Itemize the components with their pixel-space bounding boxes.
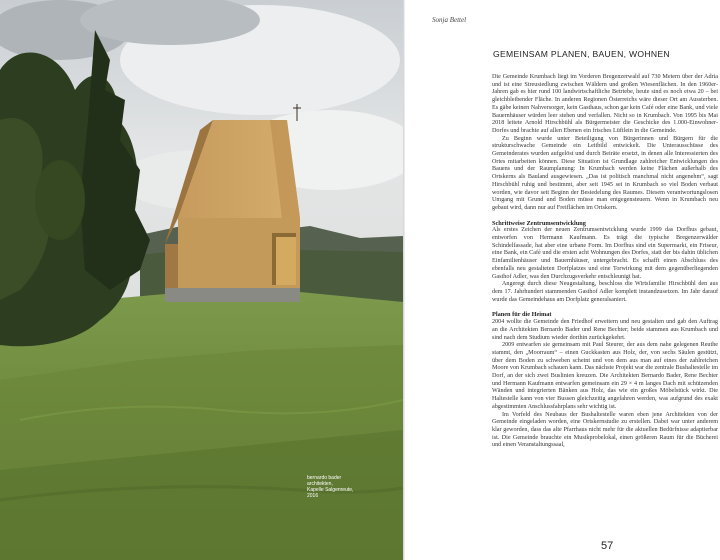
caption-line-4: 2016 bbox=[307, 493, 319, 499]
page-number: 57 bbox=[601, 540, 614, 552]
paragraph: Angeregt durch diese Neugestaltung, beschloss die Wirtsfamilie Hirschbühl den aus dem 17. Jahrhundert stammenden Gasthof Adler komplett instandzusetzen. Im Jahr darauf wurde das Gemeindehaus am Dorfplatz generalsaniert. bbox=[492, 281, 718, 303]
text-page bbox=[405, 0, 720, 560]
paragraph: Als erstes Zeichen der neuen Zentrumsentwicklung wurde 1999 das Dorfhus gebaut, entworfen von Hermann Kaufmann. Es trägt die typische Bregenzerwälder Schindelfassade, hat aber eine urbane Form. Im Dorfhus sind ein Supermarkt, ein Friseur, eine Bank, ein Café und die ersten acht Wohnungen des Dorfes, statt der bis dahin üblichen Einfamilienhäuser und Bauernhäuser, untergebracht. Es schafft einen Abschluss des ebenfalls neu gestalteten Dorfplatzes und eine Torwirkung mit dem gegenüberliegenden Gasthof Adler, was den Durchzugsverkehr entschleunigt hat. bbox=[492, 227, 718, 280]
subheading-zentrum: Schrittweise Zentrumsentwicklung bbox=[492, 219, 586, 227]
paragraph: Im Vorfeld des Neubaus der Bushaltestelle waren eben jene Architekten von der Gemeinde eingeladen worden, eine Ortskernstudie zu erstellen. Dabei war unter anderem klar geworden, dass das alte Pfarrhaus nicht mehr für die aktuellen Bedürfnisse adaptierbar ist. Die Gemeinde brauchte ein Musikprobelokal, einen größeren Raum für die Bücherei und einen Veranstaltungssaal, bbox=[492, 411, 718, 449]
paragraph: 2004 wollte die Gemeinde den Friedhof erweitern und neu gestalten und gab den Auftrag an die Architekten Bernardo Bader und Rene Bechter; beide stammen aus Krumbach und sind nach dem Studium wieder dorthin zurückgekehrt. bbox=[492, 319, 718, 341]
paragraph: Die Gemeinde Krumbach liegt im Vorderen Bregenzerwald auf 730 Metern über der Adria und ist eine Streusiedlung zwischen Wäldern und großen Wiesenflächen. In den 1960er-Jahren gab es hier rund 100 landwirtschaftliche Betriebe, heute sind es noch etwa 20 – bei gleichbleibender Fläche. In anderen Regionen Österreichs wäre dieser Ort am Aussterben. Es gäbe keinen Nahversorger, kein Gasthaus, schon gar kein Café oder eine Bank, und viele Bauernhäuser würden leer stehen und verfallen. Nicht so in Krumbach. Von 1995 bis Mai 2018 leitete Arnold Hirschbühl als Bürgermeister die Geschicke des 1.000-Einwohner-Dorfes und brachte auf allen Ebenen ein frisches Lüftlein in die Gemeinde. bbox=[492, 74, 718, 134]
running-head: Sonja Bettel bbox=[432, 16, 467, 24]
article-body bbox=[492, 74, 718, 450]
caption-line-3: Kapelle Salgenreute, bbox=[307, 487, 354, 493]
paragraph: Zu Beginn wurde unter Beteiligung von Bürgerinnen und Bürgern für die strukturschwache Gemeinde ein Leitbild entwickelt. Die Unterausschüsse des Gemeinderates wurden aufgelöst und durch Beiräte ersetzt, in denen alle Interessierten des Ortes mitarbeiten können. Diese Situation ist Grundlage zahlreicher Entwicklungen des Bauens und der Raumplanung: In Krumbach werden keine Flächen außerhalb des Ortskerns als Bauland ausgewiesen. „Das ist politisch manchmal nicht angenehm“, sagt Hirschbühl ruhig und bestimmt, aber seit 1945 sei in Krumbach so viel Boden verbaut worden, wie davor seit Beginn der Besiedelung des Raumes. Diesem verantwortungslosen Umgang mit Grund und Boden müsse man entgegensteuern. Wenn in Krumbach neu gebaut wird, dann nur auf Freiflächen im Ortskern. bbox=[492, 135, 718, 211]
subheading-heimat: Planen für die Heimat bbox=[492, 311, 552, 319]
caption-line-2: architekten, bbox=[307, 481, 333, 487]
caption-line-1: bernardo bader bbox=[307, 475, 342, 481]
paragraph: 2009 entwarfen sie gemeinsam mit Paul Steurer, der aus dem nahe gelegenen Reuthe stammt, den „Moorraum“ – einen Guckkasten aus Holz, der, von sechs Säulen gestützt, über dem Boden zu schweben scheint und von dem aus man auf eines der zahlreichen Moore von Krumbach schauen kann. Das nächste Projekt war die zentrale Bushaltestelle im Dorf, an der sich zwei Buslinien kreuzen. Die Architekten Bernardo Bader, Rene Bechter und Hermann Kaufmann entwarfen gemeinsam ein 29 × 4 m langes Dach mit schützenden Wänden und integrierten Bänken aus Holz, das wie ein großes Möbelstück wirkt. Die Haltestelle kann von vier Bussen gleichzeitig angefahren werden, was aufgrund des exakt abgestimmten Anschlussfahrplans sehr wichtig ist. bbox=[492, 342, 718, 410]
photo-caption bbox=[307, 475, 377, 499]
section-title: GEMEINSAM PLANEN, BAUEN, WOHNEN bbox=[493, 49, 670, 59]
